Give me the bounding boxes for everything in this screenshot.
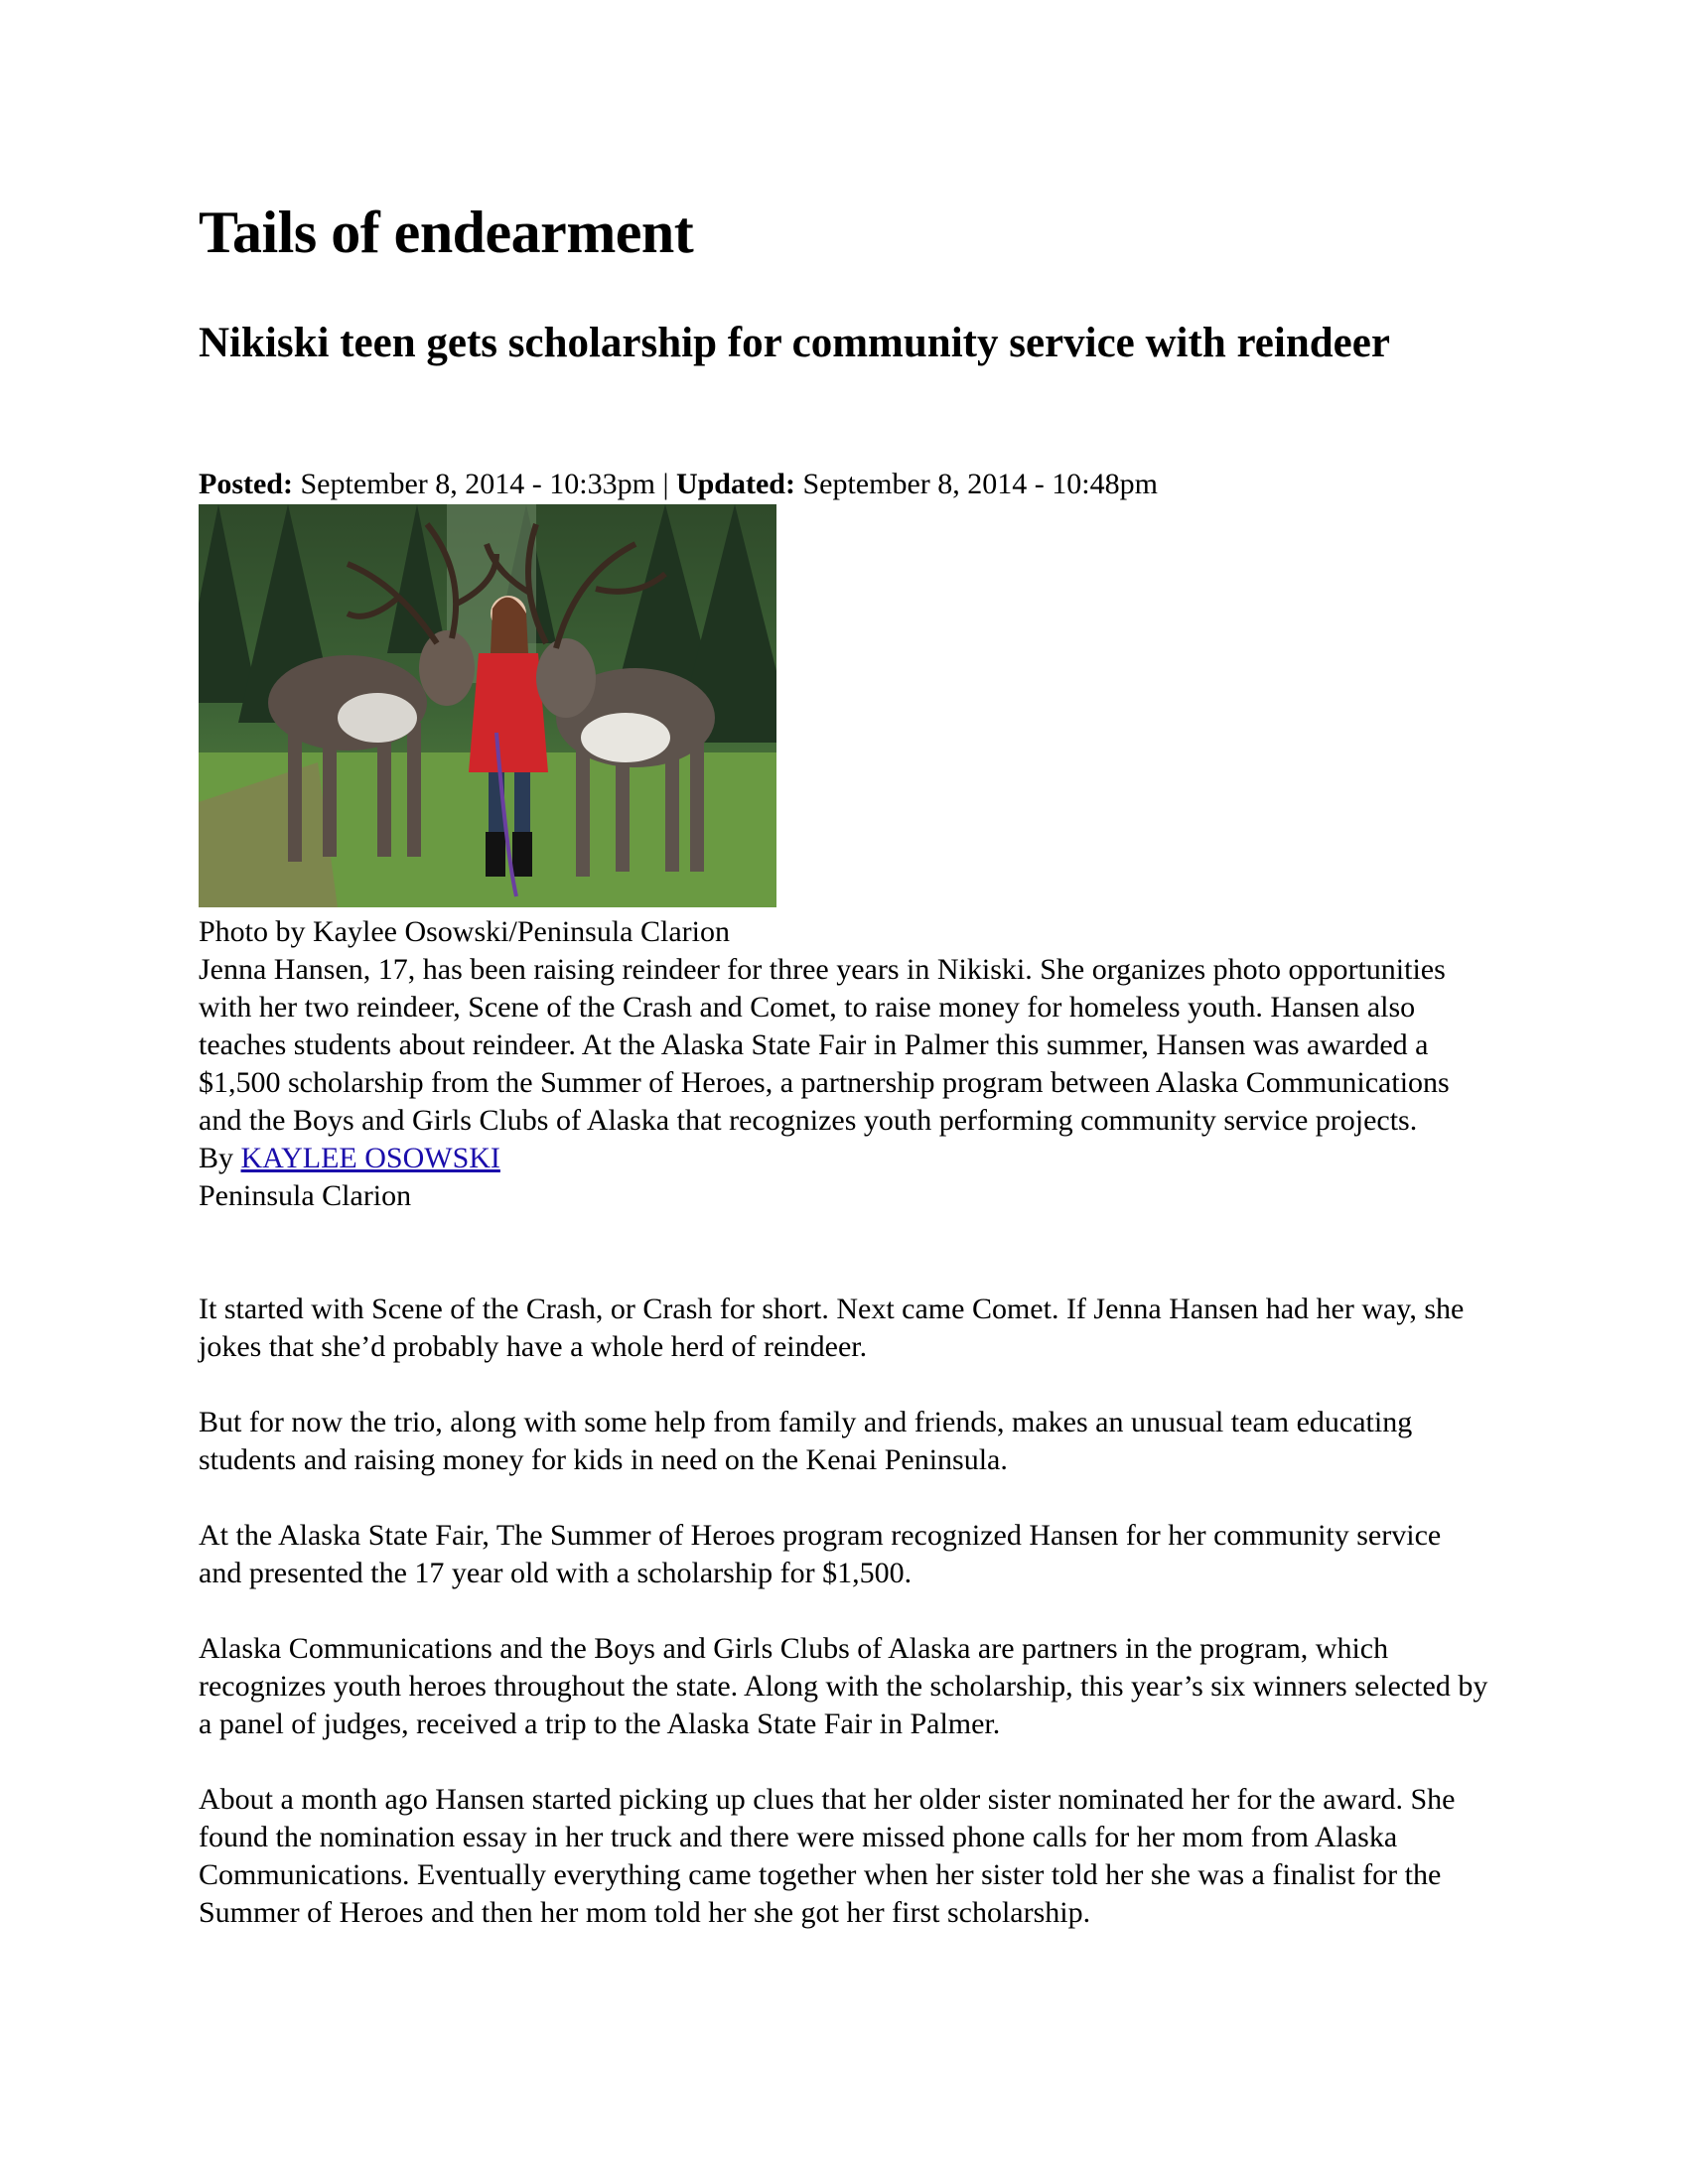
body-paragraph: At the Alaska State Fair, The Summer of Heroes program recognized Hansen for her community service and presented the 17 year old with a scholarship for $1,500. <box>199 1519 1442 1589</box>
article-photo <box>199 504 776 907</box>
headline: Tails of endearment <box>199 200 694 265</box>
article-body <box>199 1291 1489 1970</box>
byline <box>199 1140 1489 1177</box>
photo-caption: Jenna Hansen, 17, has been raising reindeer for three years in Nikiski. She organizes photo opportunities with her two reindeer, Scene of the Crash and Comet, to raise money for homeless youth. Hansen also teaches students about reindeer. At the Alaska State Fair in Palmer this summer, Hansen was awarded a $1,500 scholarship from the Summer of Heroes, a partnership program between Alaska Communications and the Boys and Girls Clubs of Alaska that recognizes youth performing community service projects. <box>199 953 1450 1137</box>
updated-label: Updated: <box>675 468 795 500</box>
byline-prefix: By <box>199 1142 234 1174</box>
author-link[interactable]: KAYLEE OSOWSKI <box>240 1142 500 1174</box>
posted-date: September 8, 2014 - 10:33pm <box>300 468 655 500</box>
photo-credit: Photo by Kaylee Osowski/Peninsula Clarion <box>199 915 730 948</box>
photo-caption-block <box>199 913 1489 1215</box>
body-paragraph: About a month ago Hansen started picking up clues that her older sister nominated her for the award. She found the nomination essay in her truck and there were missed phone calls for her mom from Alaska Communications. Eventually everything came together when her sister told her she was a finalist for the Summer of Heroes and then her mom told her she got her first scholarship. <box>199 1783 1456 1929</box>
timestamp-line <box>199 467 1158 502</box>
updated-date: September 8, 2014 - 10:48pm <box>802 468 1158 500</box>
posted-label: Posted: <box>199 468 293 500</box>
body-paragraph: But for now the trio, along with some help from family and friends, makes an unusual team educating students and raising money for kids in need on the Kenai Peninsula. <box>199 1406 1413 1476</box>
publication-name: Peninsula Clarion <box>199 1179 412 1212</box>
meta-separator: | <box>662 468 669 500</box>
body-paragraph: It started with Scene of the Crash, or Crash for short. Next came Comet. If Jenna Hansen had her way, she jokes that she’d probably have a whole herd of reindeer. <box>199 1293 1465 1363</box>
body-paragraph: Alaska Communications and the Boys and Girls Clubs of Alaska are partners in the program, which recognizes youth heroes throughout the state. Along with the scholarship, this year’s six winners selected by a panel of judges, received a trip to the Alaska State Fair in Palmer. <box>199 1632 1488 1740</box>
subheadline: Nikiski teen gets scholarship for community service with reindeer <box>199 320 1390 366</box>
reindeer-photo-illustration <box>199 504 776 907</box>
